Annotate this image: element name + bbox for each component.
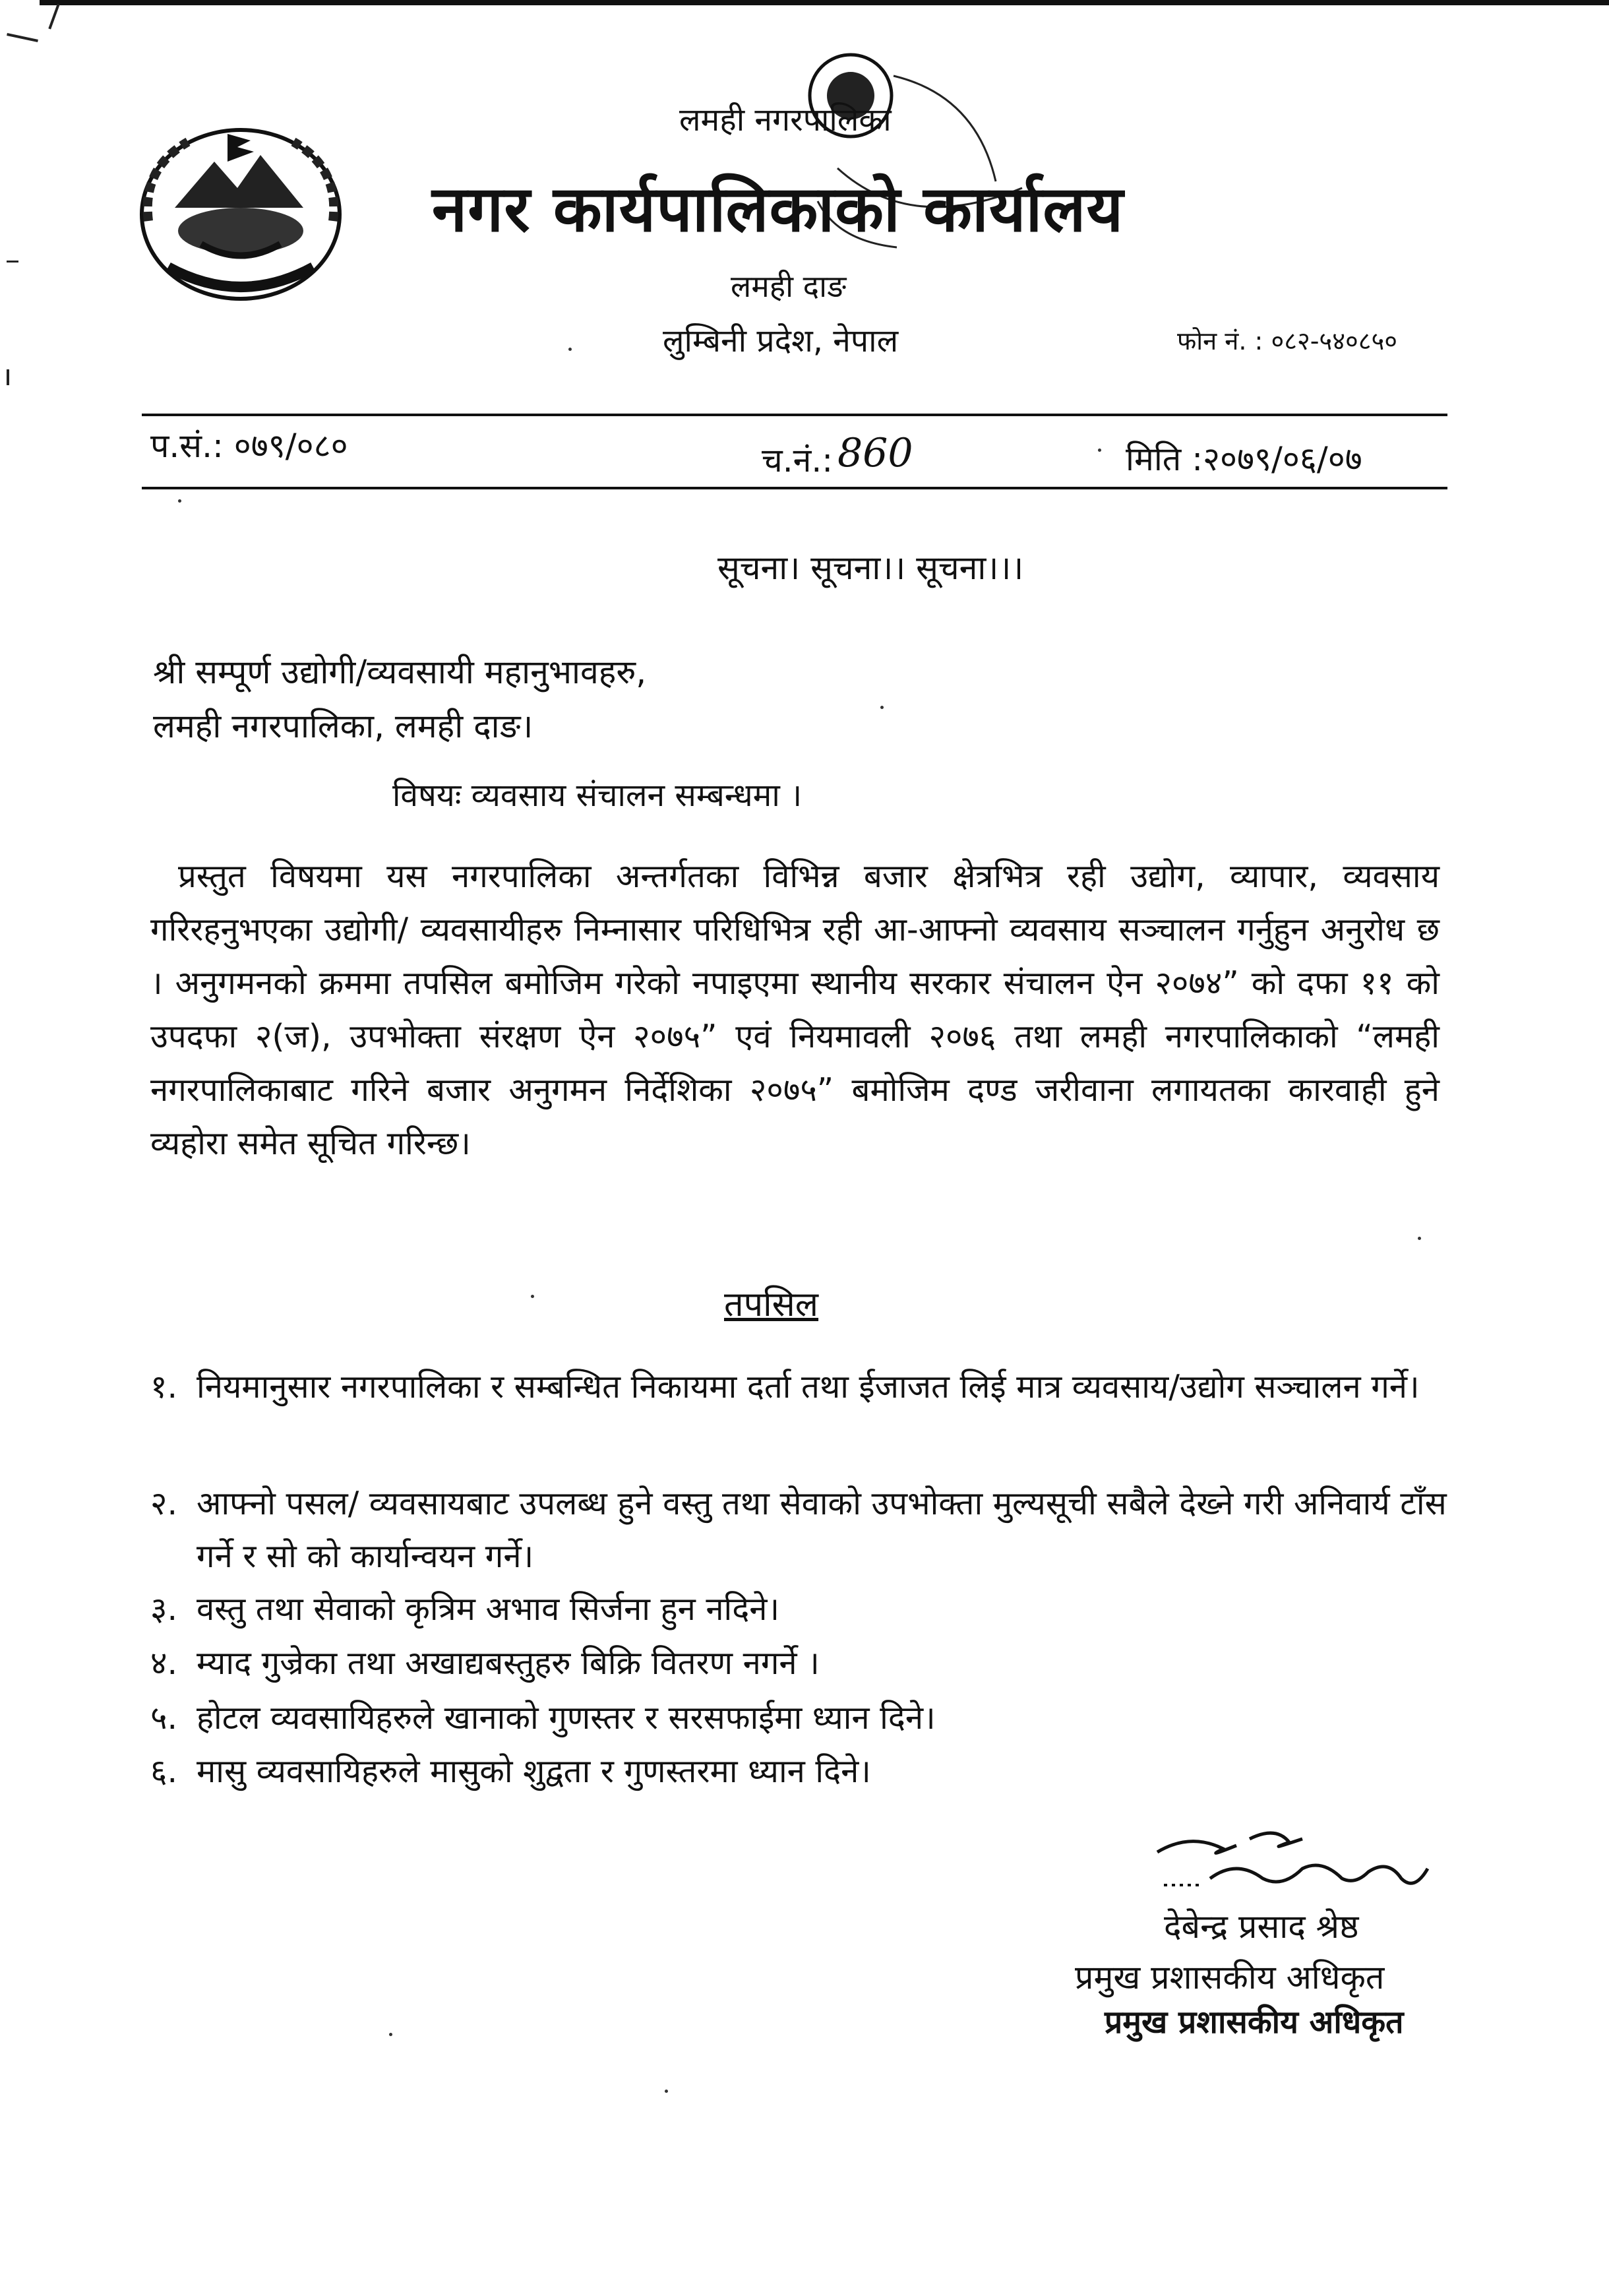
signer-name: देबेन्द्र प्रसाद श्रेष्ठ [1164,1908,1359,1946]
dispatch-label: च.नं.: [762,441,834,480]
reference-number: प.सं.: ०७९/०८० [150,427,348,465]
scan-speck [1418,1237,1421,1240]
list-item-text: म्याद गुज्रेका तथा अखाद्यबस्तुहरु बिक्रि वितरण नगर्ने । [197,1644,820,1682]
list-item [150,1583,1449,1636]
list-item-text: नियमानुसार नगरपालिका र सम्बन्धित निकायमा दर्ता तथा ईजाजत लिई मात्र व्यवसाय/उद्योग सञ्चालन गर्ने। [197,1368,1420,1406]
scan-speck [531,1295,534,1298]
list-item [150,1745,1449,1798]
addressee-line: लमही नगरपालिका, लमही दाङ। [153,707,533,745]
list-item-number: १. [150,1368,178,1406]
scan-mark [48,4,59,30]
list-item-number: ५. [150,1699,178,1737]
header-rule-top [142,414,1447,416]
list-item-number: २. [150,1485,178,1522]
notice-body: प्रस्तुत विषयमा यस नगरपालिका अन्तर्गतका विभिन्न बजार क्षेत्रभित्र रही उद्योग, व्यापार, व्यवसाय गरिरहनुभएका उद्योगी/ व्यवसायीहरु निम्नासार परिधिभित्र रही आ-आफ्नो व्यवसाय सञ्चालन गर्नुहुन अनुरोध छ । अनुगमनको क्रममा तपसिल बमोजिम गरेको नपाइएमा स्थानीय सरकार संचालन ऐन २०७४” को दफा ११ को उपदफा २(ज), उपभोक्ता संरक्षण ऐन २०७५” एवं नियमावली २०७६ तथा लमही नगरपालिकाको “लमही नगरपालिकाबाट गरिने बजार अनुगमन निर्देशिका २०७५” बमोजिम दण्ड जरीवाना लगायतका कारवाही हुने व्यहोरा समेत सूचित गरिन्छ। [150,857,1440,1162]
subject-line: विषयः व्यवसाय संचालन सम्बन्धमा । [392,777,803,814]
annex-heading: तपसिल [724,1285,819,1324]
notice-heading: सूचना। सूचना।। सूचना।।। [717,549,1024,587]
list-item-number: ४. [150,1644,178,1682]
office-phone: फोन नं. : ०८२-५४०८५० [1177,326,1397,356]
office-province: लुम्बिनी प्रदेश, नेपाल [663,323,899,359]
list-item-text: मासु व्यवसायिहरुले मासुको शुद्वता र गुणस्तरमा ध्यान दिने। [197,1753,871,1790]
scan-speck [178,499,181,503]
scan-mark [7,261,18,263]
list-item-text: वस्तु तथा सेवाको कृत्रिम अभाव सिर्जना हुन नदिने। [197,1590,780,1628]
office-title: नगर कार्यपालिकाको कार्यालय [432,172,1124,246]
header-rule-bottom [142,487,1447,489]
list-item [150,1692,1449,1745]
addressee-block [153,645,646,753]
signer-stamp-title: प्रमुख प्रशासकीय अधिकृत [1105,2004,1404,2041]
scan-speck [880,706,884,709]
list-item-number: ६. [150,1753,178,1790]
scan-speck [1098,449,1101,452]
scan-speck [568,348,572,351]
signer-title: प्रमुख प्रशासकीय अधिकृत [1075,1958,1385,1997]
list-item [150,1361,1449,1413]
dispatch-number: 860 [837,430,913,476]
addressee-line: श्री सम्पूर्ण उद्योगी/व्यवसायी महानुभावहरु, [153,653,647,691]
list-item-number: ३. [150,1590,178,1628]
list-item [150,1477,1449,1583]
scan-mark [7,369,9,385]
list-item-text: आफ्नो पसल/ व्यवसायबाट उपलब्ध हुने वस्तु तथा सेवाको उपभोक्ता मुल्यसूची सबैले देख्ने गरी अनिवार्य टाँस गर्ने र सो को कार्यान्वयन गर्ने। [197,1485,1447,1575]
scan-speck [389,2033,392,2036]
list-item [150,1637,1449,1690]
scan-mark [7,33,38,42]
handwritten-signature [1151,1813,1434,1905]
list-item-text: होटल व्यवसायिहरुले खानाको गुणस्तर र सरसफाईमा ध्यान दिने। [197,1699,936,1737]
scan-speck [665,2090,668,2093]
letter-date: मिति :२०७९/०६/०७ [1126,440,1362,478]
municipality-name: लमही नगरपालिका [679,102,892,139]
office-place: लमही दाङ [731,268,847,304]
scan-top-border [40,0,1609,5]
nepal-emblem-icon [129,115,353,313]
